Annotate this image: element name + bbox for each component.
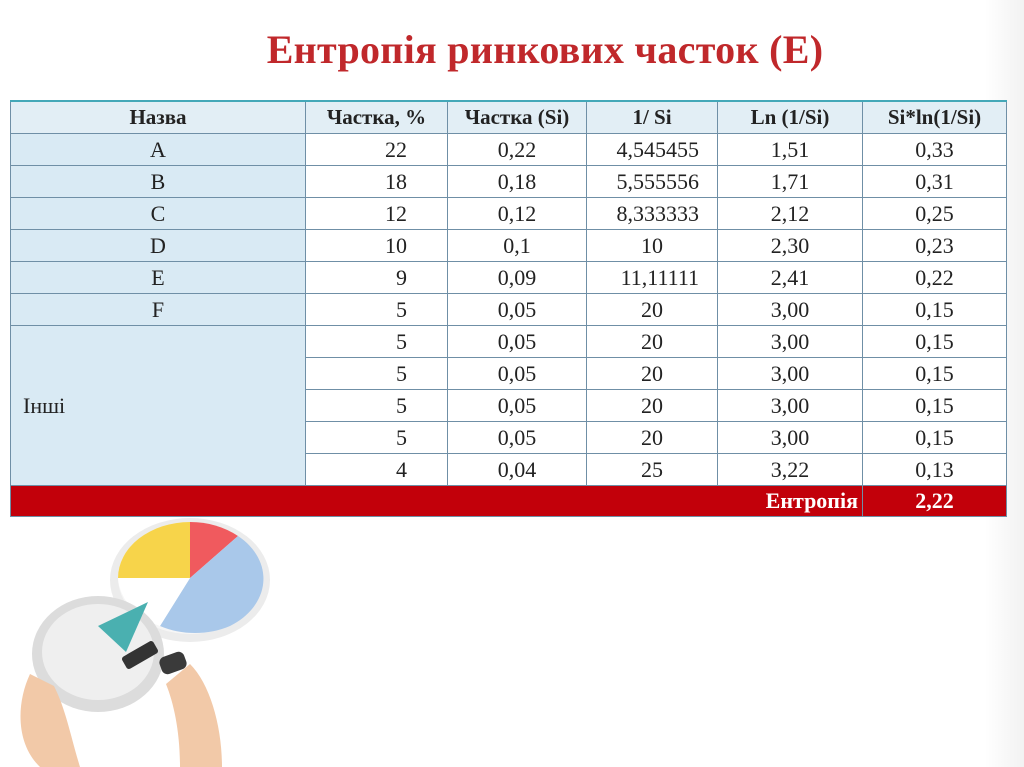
cell-share-pct: 9 [306, 262, 448, 294]
cell-inverse: 8,333333 [587, 198, 718, 230]
cell-si: 0,12 [448, 198, 587, 230]
cell-share-pct: 10 [306, 230, 448, 262]
cell-ln: 2,12 [718, 198, 863, 230]
cell-inverse: 10 [587, 230, 718, 262]
cell-ln: 3,00 [718, 422, 863, 454]
cell-share-pct: 5 [306, 390, 448, 422]
cell-share-pct: 18 [306, 166, 448, 198]
table-row [11, 134, 1007, 166]
cell-product: 0,15 [863, 294, 1007, 326]
cell-si: 0,05 [448, 422, 587, 454]
cell-product: 0,33 [863, 134, 1007, 166]
header-product: Si*ln(1/Si) [863, 101, 1007, 134]
cell-ln: 3,22 [718, 454, 863, 486]
cell-si: 0,18 [448, 166, 587, 198]
cell-product: 0,15 [863, 358, 1007, 390]
cell-share-pct: 22 [306, 134, 448, 166]
table-row [11, 262, 1007, 294]
row-name: E [11, 262, 306, 294]
header-share-si: Частка (Si) [448, 101, 587, 134]
cell-share-pct: 5 [306, 422, 448, 454]
cell-si: 0,09 [448, 262, 587, 294]
cell-share-pct: 12 [306, 198, 448, 230]
cell-ln: 2,30 [718, 230, 863, 262]
others-name: Інші [11, 326, 306, 486]
cell-si: 0,05 [448, 294, 587, 326]
header-share-pct: Частка, % [306, 101, 448, 134]
cell-si: 0,04 [448, 454, 587, 486]
cell-product: 0,25 [863, 198, 1007, 230]
cell-product: 0,22 [863, 262, 1007, 294]
total-value: 2,22 [863, 486, 1007, 517]
cell-si: 0,1 [448, 230, 587, 262]
table-row [11, 326, 1007, 358]
cell-inverse: 20 [587, 390, 718, 422]
total-row [11, 486, 1007, 517]
entropy-table [10, 100, 1007, 517]
cell-inverse: 20 [587, 294, 718, 326]
cell-inverse: 20 [587, 422, 718, 454]
table-row [11, 294, 1007, 326]
cell-product: 0,15 [863, 326, 1007, 358]
header-ln: Ln (1/Si) [718, 101, 863, 134]
header-name: Назва [11, 101, 306, 134]
cell-ln: 1,51 [718, 134, 863, 166]
cell-inverse: 11,11111 [587, 262, 718, 294]
cell-ln: 3,00 [718, 326, 863, 358]
table-row [11, 166, 1007, 198]
row-name: B [11, 166, 306, 198]
cell-si: 0,22 [448, 134, 587, 166]
row-name: A [11, 134, 306, 166]
cell-product: 0,31 [863, 166, 1007, 198]
slide-title: Ентропія ринкових часток (E) [266, 27, 824, 72]
cell-share-pct: 5 [306, 326, 448, 358]
cell-product: 0,13 [863, 454, 1007, 486]
cell-share-pct: 5 [306, 358, 448, 390]
pie-chart-plate-hands-illustration [10, 514, 310, 767]
table-row [11, 230, 1007, 262]
cell-si: 0,05 [448, 390, 587, 422]
table-row [11, 198, 1007, 230]
table-header-row [11, 101, 1007, 134]
cell-product: 0,23 [863, 230, 1007, 262]
cell-share-pct: 5 [306, 294, 448, 326]
cell-inverse: 5,555556 [587, 166, 718, 198]
cell-si: 0,05 [448, 358, 587, 390]
cell-inverse: 25 [587, 454, 718, 486]
row-name: F [11, 294, 306, 326]
cell-ln: 3,00 [718, 294, 863, 326]
cell-ln: 2,41 [718, 262, 863, 294]
cell-si: 0,05 [448, 326, 587, 358]
cell-product: 0,15 [863, 422, 1007, 454]
cell-inverse: 4,545455 [587, 134, 718, 166]
cell-share-pct: 4 [306, 454, 448, 486]
row-name: D [11, 230, 306, 262]
cell-ln: 1,71 [718, 166, 863, 198]
cell-inverse: 20 [587, 358, 718, 390]
total-label: Ентропія [11, 486, 863, 517]
header-inverse: 1/ Si [587, 101, 718, 134]
cell-inverse: 20 [587, 326, 718, 358]
row-name: C [11, 198, 306, 230]
cell-ln: 3,00 [718, 390, 863, 422]
cell-product: 0,15 [863, 390, 1007, 422]
cell-ln: 3,00 [718, 358, 863, 390]
